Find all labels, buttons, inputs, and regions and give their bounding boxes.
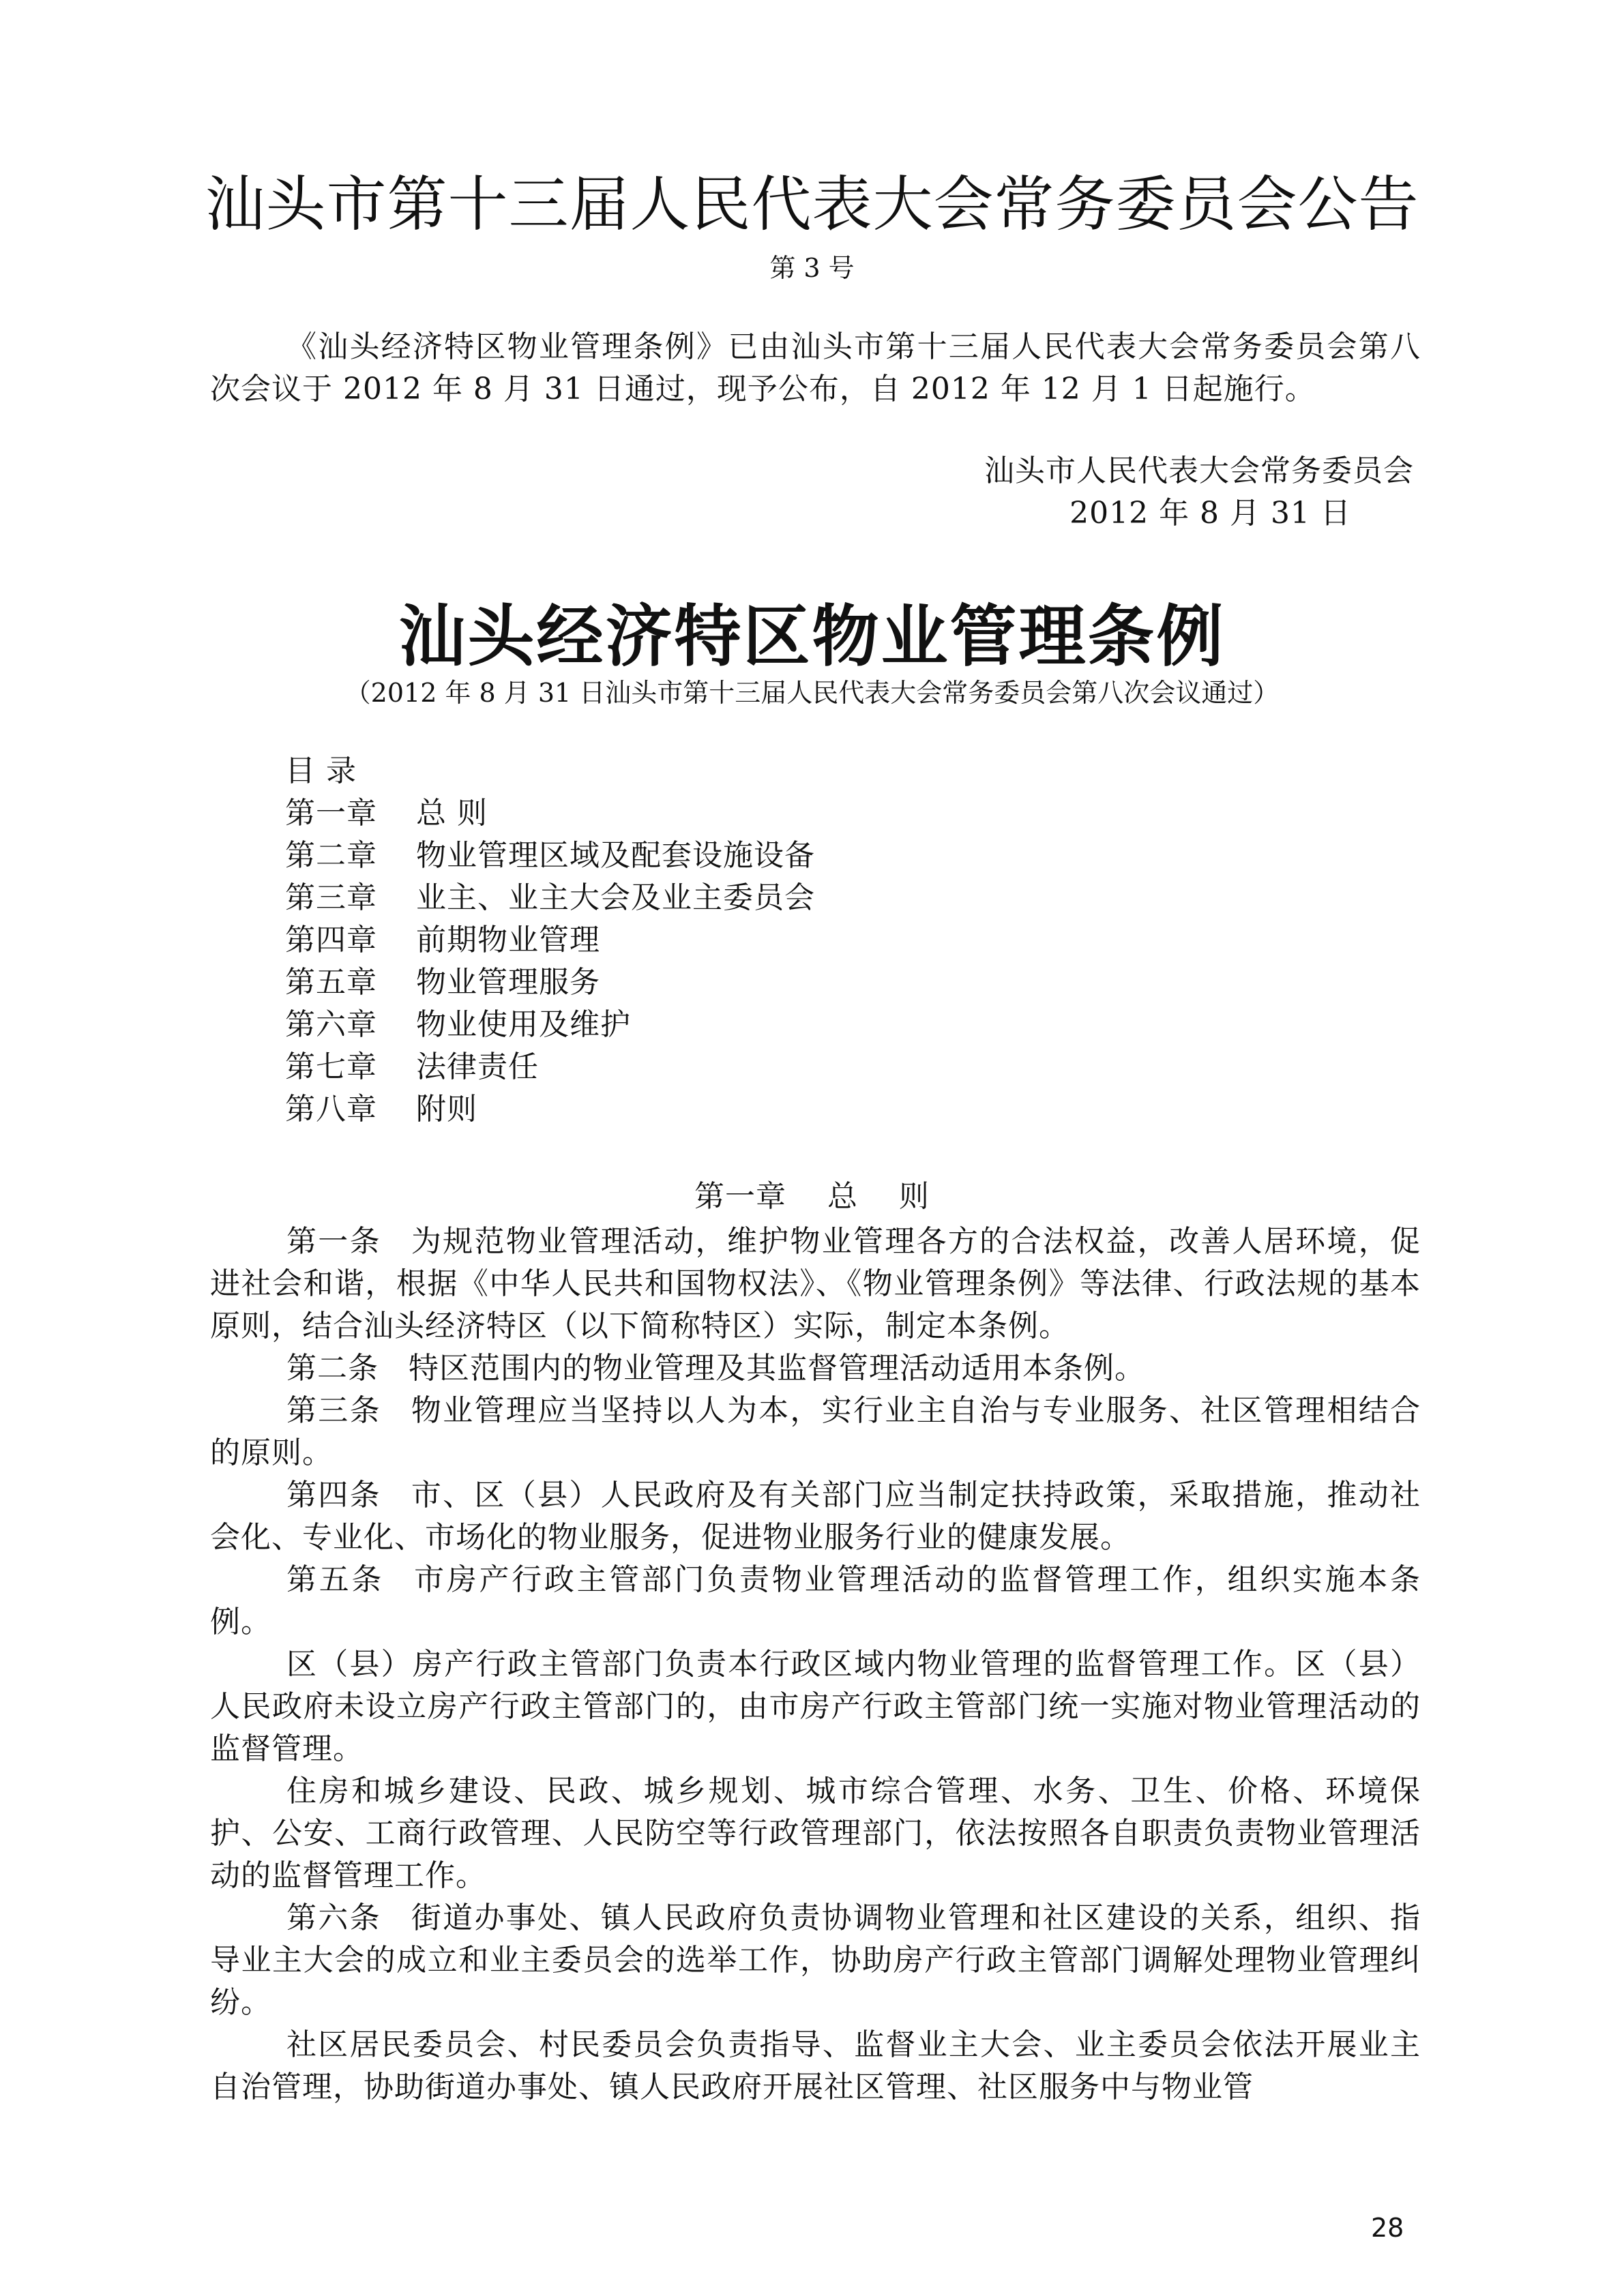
toc-chapter-title: 业主、业主大会及业主委员会 (416, 880, 815, 915)
toc-chapter-title: 附则 (416, 1092, 477, 1127)
chapter-one-heading: 第一章 总 则 (694, 1179, 930, 1214)
toc-list (285, 792, 1240, 1131)
article-text: 区（县）房产行政主管部门负责本行政区域内物业管理的监督管理工作。区（县）人民政府未设立房产行政主管部门的，由市房产行政主管部门统一实施对物业管理活动的监督管理。 (210, 1647, 1421, 1766)
article-paragraph (210, 1559, 1421, 1643)
article-text: 为规范物业管理活动，维护物业管理各方的合法权益，改善人居环境，促进社会和谐，根据《中华人民共和国物权法》、《物业管理条例》等法律、行政法规的基本原则，结合汕头经济特区（以下简称特区）实际，制定本条例。 (210, 1224, 1421, 1343)
article-paragraph (210, 1770, 1421, 1897)
toc-item (285, 1088, 1240, 1131)
toc-chapter-title: 物业管理区域及配套设施设备 (416, 838, 815, 873)
toc-item (285, 1046, 1240, 1088)
article-paragraph (210, 1474, 1421, 1559)
toc-chapter-number: 第七章 (285, 1049, 377, 1084)
article-number: 第三条 (286, 1393, 381, 1428)
toc-item (285, 792, 1240, 835)
article-text: 市、区（县）人民政府及有关部门应当制定扶持政策，采取措施，推动社会化、专业化、市场化的物业服务，促进物业服务行业的健康发展。 (210, 1478, 1421, 1555)
regulation-title: 汕头经济特区物业管理条例 (398, 597, 1226, 676)
regulation-adoption-note: （2012 年 8 月 31 日汕头市第十三届人民代表大会常务委员会第八次会议通过） (344, 678, 1280, 708)
article-paragraph (210, 1221, 1421, 1347)
article-text: 街道办事处、镇人民政府负责协调物业管理和社区建设的关系，组织、指导业主大会的成立和业主委员会的选举工作，协助房产行政主管部门调解处理物业管理纠纷。 (210, 1900, 1421, 2020)
toc-chapter-number: 第五章 (285, 965, 377, 1000)
signature-org: 汕头市人民代表大会常务委员会 (984, 453, 1414, 488)
toc-heading: 目 录 (285, 754, 357, 788)
article-number: 第六条 (286, 1900, 381, 1935)
article-number: 第四条 (286, 1478, 381, 1512)
announcement-title: 汕头市第十三届人民代表大会常务委员会公告 (205, 169, 1419, 239)
announcement-signature (868, 450, 1414, 535)
toc-chapter-number: 第三章 (285, 880, 377, 915)
toc-chapter-number: 第八章 (285, 1092, 377, 1127)
toc-item (285, 1004, 1240, 1046)
toc-chapter-number: 第一章 (285, 796, 377, 831)
article-paragraph (210, 1643, 1421, 1770)
toc-item (285, 961, 1240, 1004)
toc-chapter-number: 第六章 (285, 1007, 377, 1042)
article-text: 特区范围内的物业管理及其监督管理活动适用本条例。 (409, 1351, 1145, 1386)
toc-chapter-title: 物业管理服务 (416, 965, 600, 1000)
article-text: 市房产行政主管部门负责物业管理活动的监督管理工作，组织实施本条例。 (210, 1562, 1421, 1639)
article-paragraph (210, 2024, 1421, 2108)
toc-chapter-title: 物业使用及维护 (416, 1007, 631, 1042)
toc-chapter-number: 第二章 (285, 838, 377, 873)
article-number: 第二条 (286, 1351, 379, 1386)
article-paragraph (210, 1897, 1421, 2024)
toc-item (285, 919, 1240, 961)
article-text: 住房和城乡建设、民政、城乡规划、城市综合管理、水务、卫生、价格、环境保护、公安、工商行政管理、人民防空等行政管理部门，依法按照各自职责负责物业管理活动的监督管理工作。 (210, 1774, 1421, 1893)
toc-item (285, 877, 1240, 919)
signature-date: 2012 年 8 月 31 日 (1069, 496, 1351, 531)
article-number: 第一条 (286, 1224, 381, 1259)
article-number: 第五条 (286, 1562, 385, 1597)
announcement-number: 第 3 号 (769, 253, 855, 283)
article-text: 社区居民委员会、村民委员会负责指导、监督业主大会、业主委员会依法开展业主自治管理，协助街道办事处、镇人民政府开展社区管理、社区服务中与物业管 (210, 2027, 1421, 2104)
table-of-contents (285, 750, 1240, 1131)
article-paragraph (210, 1390, 1421, 1474)
chapter-one-articles (210, 1221, 1421, 2108)
toc-chapter-title: 总 则 (416, 796, 488, 831)
page-number: 28 (1371, 2213, 1404, 2243)
toc-chapter-title: 法律责任 (416, 1049, 539, 1084)
toc-item (285, 835, 1240, 877)
announcement-body: 《汕头经济特区物业管理条例》已由汕头市第十三届人民代表大会常务委员会第八次会议于 2012 年 8 月 31 日通过，现予公布，自 2012 年 12 月 1 日起施行。 (210, 329, 1421, 406)
toc-chapter-title: 前期物业管理 (416, 923, 600, 957)
toc-chapter-number: 第四章 (285, 923, 377, 957)
article-text: 物业管理应当坚持以人为本，实行业主自治与专业服务、社区管理相结合的原则。 (210, 1393, 1421, 1470)
article-paragraph (210, 1347, 1421, 1390)
